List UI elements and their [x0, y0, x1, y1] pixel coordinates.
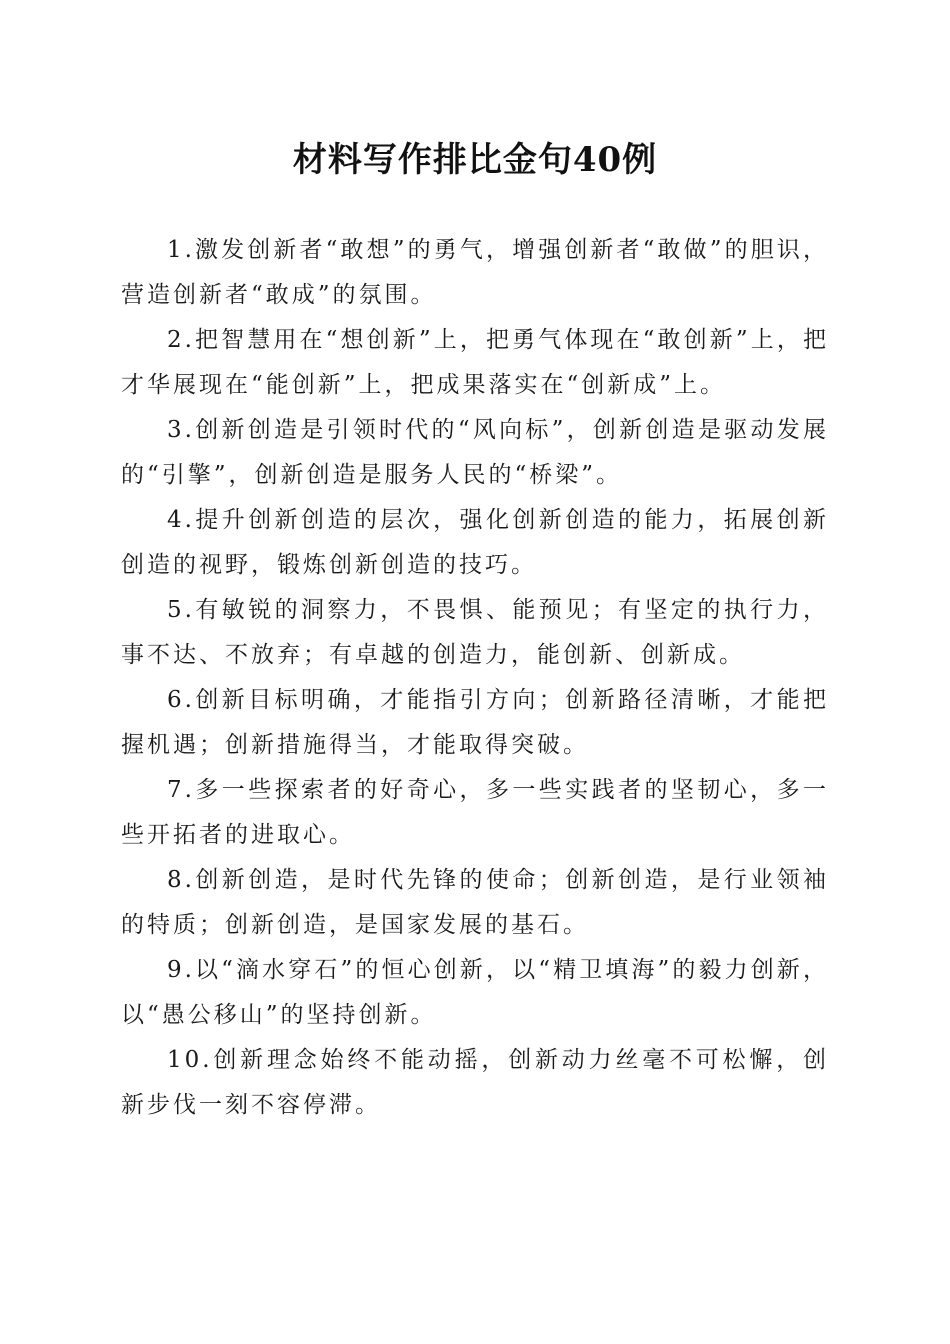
paragraph: 1.激发创新者“敢想”的勇气，增强创新者“敢做”的胆识，营造创新者“敢成”的氛围。 — [121, 237, 829, 308]
paragraph: 9.以“滴水穿石”的恒心创新，以“精卫填海”的毅力创新，以“愚公移山”的坚持创新。 — [121, 957, 829, 1028]
paragraph: 8.创新创造，是时代先锋的使命；创新创造，是行业领袖的特质；创新创造，是国家发展的基石。 — [121, 867, 829, 938]
document-title: 材料写作排比金句40例 — [292, 140, 658, 180]
paragraph: 5.有敏锐的洞察力，不畏惧、能预见；有坚定的执行力，事不达、不放弃；有卓越的创造力，能创新、创新成。 — [121, 597, 829, 668]
paragraph: 6.创新目标明确，才能指引方向；创新路径清晰，才能把握机遇；创新措施得当，才能取得突破。 — [121, 687, 829, 758]
document-body — [121, 228, 829, 1128]
paragraph: 2.把智慧用在“想创新”上，把勇气体现在“敢创新”上，把才华展现在“能创新”上，把成果落实在“创新成”上。 — [121, 327, 829, 398]
paragraph: 3.创新创造是引领时代的“风向标”，创新创造是驱动发展的“引擎”，创新创造是服务人民的“桥梁”。 — [121, 417, 829, 488]
paragraph: 4.提升创新创造的层次，强化创新创造的能力，拓展创新创造的视野，锻炼创新创造的技巧。 — [121, 507, 829, 578]
paragraph: 10.创新理念始终不能动摇，创新动力丝毫不可松懈，创新步伐一刻不容停滞。 — [121, 1047, 829, 1118]
paragraph: 7.多一些探索者的好奇心，多一些实践者的坚韧心，多一些开拓者的进取心。 — [121, 777, 829, 848]
